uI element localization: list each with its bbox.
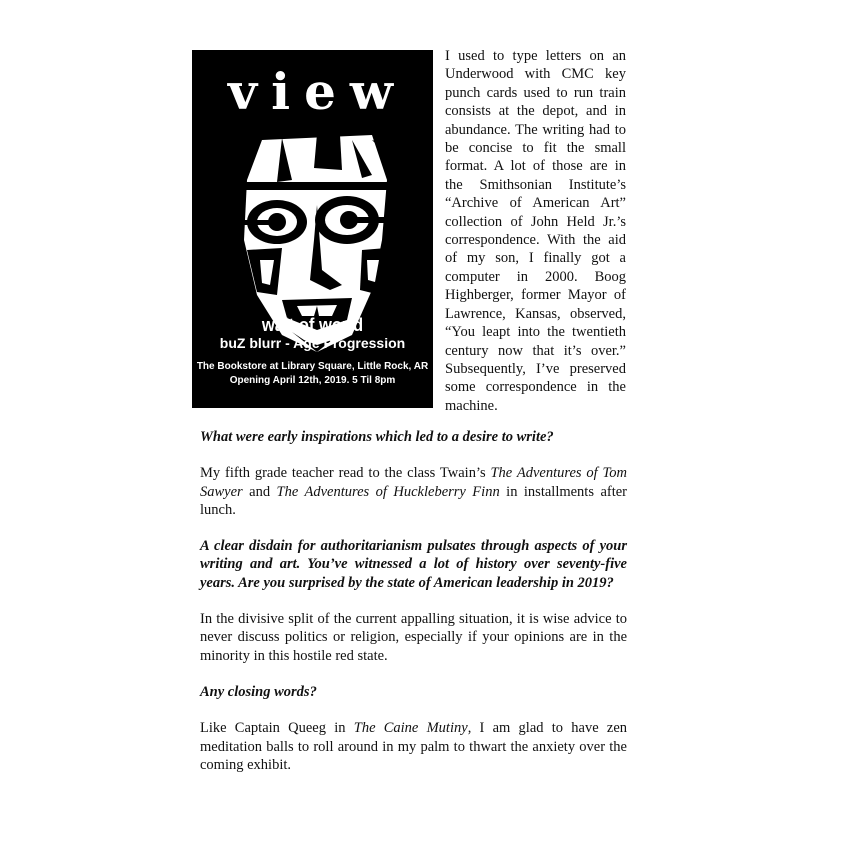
interview-body bbox=[200, 428, 627, 774]
book-title-tom-sawyer: The Adventures of Tom Sawyer bbox=[200, 465, 627, 500]
exhibit-poster bbox=[192, 50, 433, 408]
book-title-caine-mutiny: The Caine Mutiny bbox=[353, 720, 468, 737]
answer-3: Like Captain Queeg in The Caine Mutiny, I am glad to have zen meditation balls to roll around in my palm to thwart the anxiety over the coming exhibit. bbox=[200, 720, 628, 773]
question-1: What were early inspirations which led to a desire to write? bbox=[200, 429, 554, 445]
poster-subtitle: buZ blurr - Age Progression bbox=[219, 335, 406, 351]
poster-opening: Opening April 12th, 2019. 5 Til 8pm bbox=[229, 375, 396, 386]
answer-1: My fifth grade teacher read to the class Twain’s The Adventures of Tom Sawyer and The Adventures of Huckleberry Finn in installments after lunch. bbox=[200, 465, 627, 518]
poster-title: view bbox=[228, 62, 407, 121]
intro-paragraph: I used to type letters on an Underwood with CMC key punch cards used to run train consists at the depot, and in abundance. The writing had to be concise to fit the small format. A lot of those are in the Smithsonian Institute’s “Archive of American Art” collection of John Held Jr.’s correspondence. With the aid of my son, I finally got a computer in 2000. Boog Highberger, former Mayor of Lawrence, Kansas, observed, “You leapt into the twentieth century now that it’s over.” Subsequently, I’ve preserved some correspondence in the machine. bbox=[445, 48, 626, 414]
question-3: Any closing words? bbox=[200, 683, 317, 700]
question-2: A clear disdain for authoritarianism pulsates through aspects of your writing and art. You’ve witnessed a lot of history over seventy-five years. Are you surprised by the state of American leadership in 2019? bbox=[200, 538, 627, 591]
poster-show-title: wait of world bbox=[261, 315, 364, 335]
answer-2: In the divisive split of the current appalling situation, it is wise advice to never discuss politics or religion, especially if your opinions are in the minority in this hostile red state. bbox=[200, 611, 627, 664]
poster-venue: The Bookstore at Library Square, Little Rock, AR bbox=[196, 361, 429, 372]
book-title-huckleberry-finn: The Adventures of Huckleberry Finn bbox=[276, 483, 500, 500]
